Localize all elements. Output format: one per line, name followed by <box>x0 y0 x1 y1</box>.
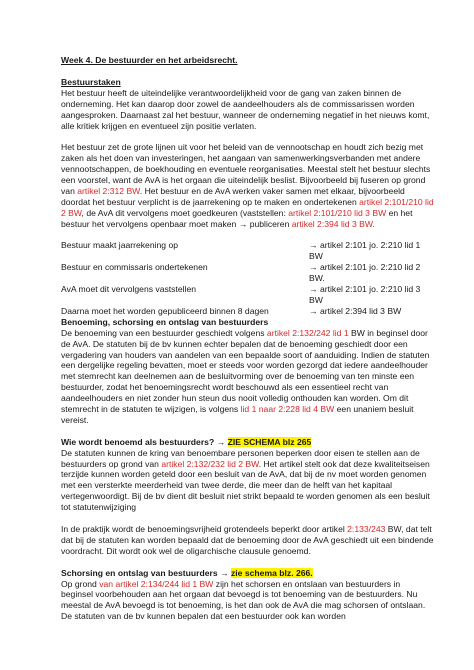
text-run: . <box>372 218 375 229</box>
heading-text: Wie wordt benoemd als bestuurders? → <box>61 436 228 447</box>
text-run: , de AvA dit vervolgens moet goedkeuren (vaststellen: <box>81 207 289 218</box>
article-reference: artikel 2:312 BW <box>77 185 140 196</box>
text-run: In de praktijk wordt de benoemingsvrijheid grotendeels beperkt door artikel <box>61 524 348 534</box>
spacer <box>61 426 434 437</box>
text-run: en het bestuur het vervolgens openbaar moet maken → publiceren <box>61 207 413 229</box>
heading-benoeming: Benoeming, schorsing en ontslag van bestuurders <box>61 316 269 327</box>
article-reference: van artikel 2:134/244 lid 1 BW <box>99 578 214 589</box>
spacer <box>61 230 434 241</box>
paragraph-benoeming <box>61 328 434 426</box>
spacer <box>61 131 434 142</box>
list-item-reference: → artikel 2:101 jo. 2:210 lid 2 BW. <box>309 262 421 284</box>
text-run: Het bestuur zet de grote lijnen uit voor het beleid van de vennootschap en houdt zich bezig met zaken als het doen van investeringen, het aangaan van samenwerkingsverbanden met andere vennootschappen, de boekhouding en eventuele reorganisaties. Meestal stelt het bestuur slechts een voorstel, want de AvA is het orgaan die uiteindelijk beslist. Bijvoorbeeld bij fuseren op grond van <box>61 142 431 196</box>
list-item-reference: → artikel 2:101 jo. 2:210 lid 1 BW <box>309 240 421 262</box>
article-reference: 2:133/243 <box>347 524 386 534</box>
list-item <box>61 284 434 306</box>
article-reference: artikel 2:132/242 lid 1 <box>266 327 349 338</box>
text-run: Op grond <box>61 578 100 589</box>
text-run: zijn het schorsen en ontslaan van bestuurders in beginsel voorbehouden aan het orgaan dat bevoegd is tot benoeming van de bestuurders. Nu meestal de AvA bevoegd is tot benoeming, is het dan ook de AvA die mag schorsen of ontslaan. De statuten van de bv kunnen bepalen dat een bestuurder ook kan worden <box>61 578 426 622</box>
text-run: BW, dat telt dat bij de statuten kan worden bepaald dat de benoeming door de AvA geschiedt uit een bindende voordracht. Dit wordt ook wel de oligarchische clausule genoemd. <box>61 524 434 556</box>
heading-schorsing <box>61 568 434 579</box>
page-title: Week 4. De bestuurder en het arbeidsrecht. <box>61 55 238 65</box>
jaarrekening-list <box>61 240 434 316</box>
list-item-reference: → artikel 2:394 lid 3 BW <box>309 305 402 316</box>
text-run: . Het artikel stelt ook dat deze kwaliteitseisen terzijde kunnen worden geteld door een besluit van de AvA, dat bij de nv moet worden genomen met een versterkte meerderheid van twee derde, die meer dan de helft van het kapitaal vertegenwoordigt. Bij de bv dient dit besluit niet strikt bepaald te worden genomen als een besluit tot statutenwijziging <box>61 458 430 513</box>
article-reference: artikel 2:101/210 lid 2 BW <box>61 196 434 218</box>
list-item <box>61 262 434 284</box>
text-run: De statuten kunnen de kring van benoembare personen beperken door eisen te stellen aan de bestuurders op grond van <box>61 447 420 469</box>
text-run: BW in beginsel door de AvA. De statuten bij de bv kunnen echter bepalen dat de benoeming geschiedt door een vergadering van houders van aandelen van een bepaalde soort of aanduiding. Indien de statuten een dergelijke regeling bevatten, moet er steeds voor worden gezorgd dat iedere aandeelhouder met stemrecht kan deelnemen aan de besluitvorming over de benoeming van ten minste een bestuurder, zodat het benoemingsrecht wordt beschouwd als een essentieel recht van aandeelhouders en niet zonder hun steun dus nooit volledig onthouden kan worden. Om dit stemrecht in de statuten te wijzigen, is volgens <box>61 327 430 415</box>
paragraph-kwaliteitseisen <box>61 448 434 513</box>
article-reference: artikel 2:394 lid 3 BW <box>291 218 373 229</box>
heading-wie-benoemd <box>61 437 434 448</box>
spacer <box>61 513 434 524</box>
list-item-label: Bestuur en commissaris ondertekenen <box>61 262 208 273</box>
text-run: een unaniem besluit vereist. <box>61 404 414 425</box>
text-run: . Het bestuur en de AvA werken vaker samen met elkaar, bijvoorbeeld doordat het bestuur verplicht is de jaarrekening op te maken en ondertekenen <box>61 185 405 207</box>
paragraph-bestuurstaken-2 <box>61 142 434 229</box>
paragraph-schorsing <box>61 579 434 623</box>
highlighted-schema-reference: ZIE SCHEMA blz 265 <box>227 436 312 447</box>
text-run: De benoeming van een bestuurder geschiedt volgens <box>61 327 267 338</box>
list-item <box>61 240 434 262</box>
list-item-label: Daarna moet het worden gepubliceerd binnen 8 dagen <box>61 305 269 316</box>
article-reference: lid 1 naar 2:228 lid 4 BW <box>240 404 335 415</box>
paragraph-voordracht <box>61 524 434 557</box>
article-reference: artikel 2:101/210 lid 3 BW <box>288 207 387 218</box>
list-item <box>61 306 434 317</box>
list-item-label: AvA moet dit vervolgens vaststellen <box>61 284 197 295</box>
heading-bestuurstaken: Bestuurstaken <box>61 76 121 87</box>
spacer <box>61 557 434 568</box>
list-item-reference: → artikel 2:101 jo. 2:210 lid 3 BW <box>309 284 421 305</box>
article-reference: artikel 2:132/232 lid 2 BW <box>161 458 259 469</box>
highlighted-schema-reference: zie schema blz. 266. <box>231 567 313 578</box>
paragraph-bestuurstaken-1: Het bestuur heeft de uiteindelijke verantwoordelijkheid voor de gang van zaken binnen de onderneming. Het kan daarop door zowel de aandeelhouders als de commissarissen worden aangesproken. Daarnaast zal het bestuur, wanneer de onderneming negatief in het nieuws komt, alle kritiek krijgen en eventueel zijn positie verlaten. <box>61 87 430 131</box>
list-item-label: Bestuur maakt jaarrekening op <box>61 240 179 251</box>
heading-text: Schorsing en ontslag van bestuurders → <box>61 567 231 578</box>
